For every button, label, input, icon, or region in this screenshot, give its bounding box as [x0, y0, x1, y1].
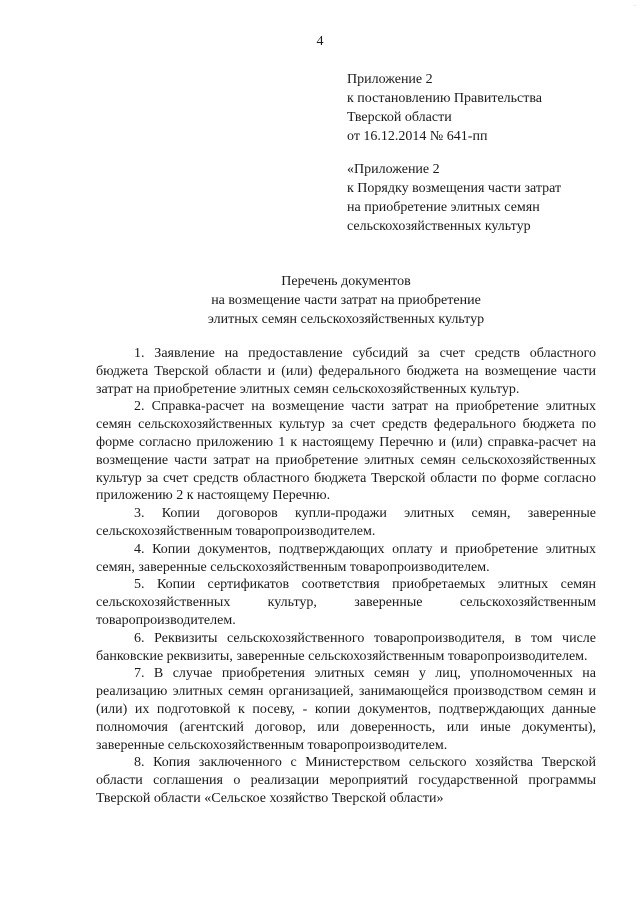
list-item-1: 1. Заявление на предоставление субсидий за счет средств областного бюджета Тверской области и (или) федерального бюджета на возмещение части затрат на приобретение элитных семян сельскохозяйственных культур.: [96, 346, 596, 397]
annex-line: Тверской области: [347, 110, 452, 125]
list-item-7: 7. В случае приобретения элитных семян у лиц, уполномоченных на реализацию элитных семян организацией, занимающейся производством семян и (или) их подготовкой к посеву, - копии документов, подтверждающих данные полномочия (агентский договор, или доверенность, или иные документы), заверенные сельскохозяйственным товаропроизводителем.: [96, 666, 596, 753]
list-item-5: 5. Копии сертификатов соответствия приобретаемых элитных семян сельскохозяйственных культур, заверенные сельскохозяйственным товаропроизводителем.: [96, 577, 596, 628]
annex-line: на приобретение элитных семян: [347, 200, 540, 215]
page-number: 4: [316, 34, 324, 49]
document-title: [96, 272, 596, 329]
corner-scan-mark: ·: [633, 2, 636, 10]
annex-header-procedure: [347, 160, 561, 236]
title-line: элитных семян сельскохозяйственных культур: [207, 312, 485, 327]
title-line: на возмещение части затрат на приобретение: [211, 293, 481, 308]
annex-line: «Приложение 2: [347, 162, 440, 177]
list-item-4: 4. Копии документов, подтверждающих оплату и приобретение элитных семян, заверенные сельскохозяйственным товаропроизводителем.: [96, 541, 596, 575]
annex-line: Приложение 2: [347, 72, 433, 87]
annex-line: к постановлению Правительства: [347, 91, 543, 106]
list-item-2: 2. Справка-расчет на возмещение части затрат на приобретение элитных семян сельскохозяйственных культур за счет средств федерального бюджета по форме согласно приложению 1 к настоящему Перечню и (или) справка-расчет на возмещение части затрат на приобретение элитных семян сельскохозяйственных культур за счет средств областного бюджета Тверской области по форме согласно приложению 2 к настоящему Перечню.: [96, 399, 596, 504]
list-item-8: 8. Копия заключенного с Министерством сельского хозяйства Тверской области соглашения о реализации мероприятий государственной программы Тверской области «Сельское хозяйство Тверской области»: [96, 755, 596, 806]
title-line: Перечень документов: [281, 274, 411, 289]
annex-line: сельскохозяйственных культур: [347, 219, 531, 234]
annex-header-resolution: [347, 70, 542, 146]
list-item-3: 3. Копии договоров купли-продажи элитных семян, заверенные сельскохозяйственным товаропроизводителем.: [96, 506, 596, 539]
annex-line: от 16.12.2014 № 641-пп: [347, 129, 488, 144]
list-item-6: 6. Реквизиты сельскохозяйственного товаропроизводителя, в том числе банковские реквизиты, заверенные сельскохозяйственным товаропроизводителем.: [96, 630, 596, 664]
document-body: [96, 345, 596, 808]
annex-line: к Порядку возмещения части затрат: [347, 181, 562, 196]
